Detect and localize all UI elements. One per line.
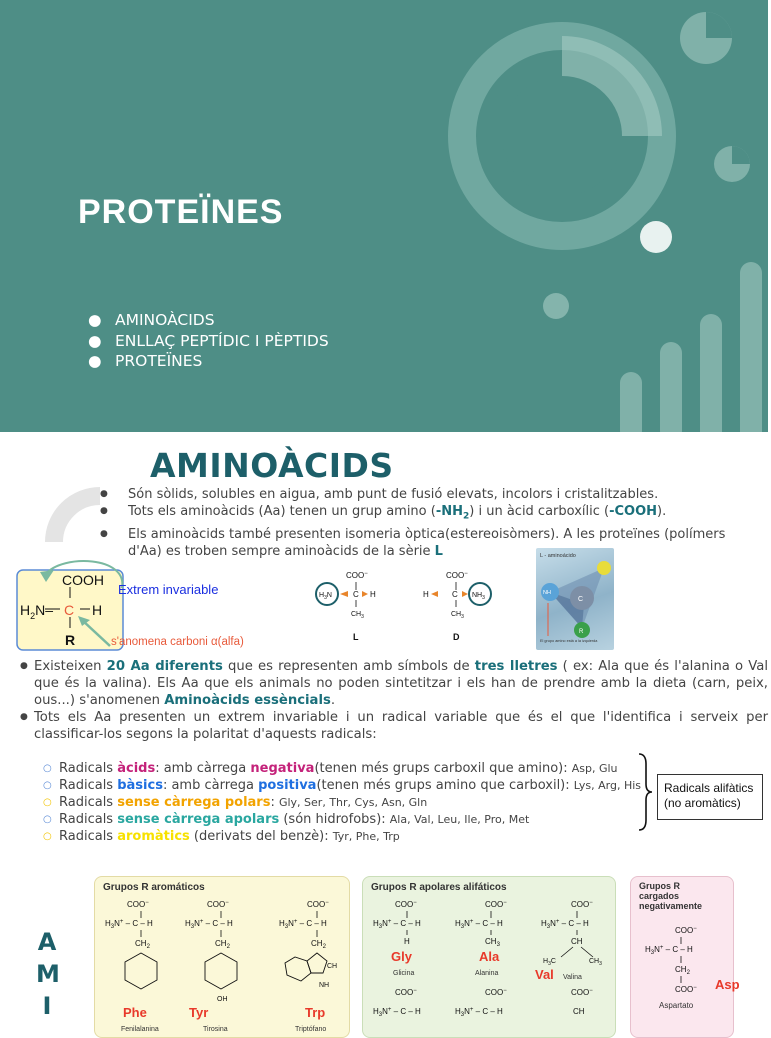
nh3-text: $NH_3$ bbox=[472, 592, 485, 601]
aminoacids-slide bbox=[0, 432, 769, 1033]
l-d-isomers-diagram bbox=[300, 560, 500, 660]
intro-bullets bbox=[100, 486, 740, 560]
l-aminoacid-3d-image bbox=[536, 548, 614, 650]
list-item: ● Tots els Aa presenten un extrem invariable i un radical variable que és el que l'identifica i serveix per classificar-los segons la polaritat d'aquests radicals: bbox=[20, 709, 768, 743]
svg-text:Tirosina: Tirosina bbox=[203, 1026, 228, 1033]
svg-text:cargados: cargados bbox=[639, 891, 680, 901]
hydrogen-label: H bbox=[92, 602, 103, 618]
svg-text:H3N+ – C – H: $H_3N^+$ – C – H bbox=[455, 1007, 503, 1018]
svg-text:COO−: COO− bbox=[485, 900, 507, 909]
svg-text:Aspartato: Aspartato bbox=[659, 1001, 694, 1010]
list-item: ● Són sòlids, solubles en aigua, amb punt de fusió elevats, incolors i cristalitzables. bbox=[100, 486, 740, 503]
d-label: D bbox=[453, 632, 460, 642]
vertical-title-fragment: A M I bbox=[36, 928, 60, 1020]
radical-item-basics: ○ Radicals bàsics: amb càrrega positiva(tenen més grups amino que carboxil): Lys, Arg, His bbox=[43, 777, 643, 794]
svg-text:H3N+ – C – H: $H_3N^+$ – C – H bbox=[373, 919, 421, 930]
svg-text:H3N+ – C – H: $H_3N^+$ – C – H bbox=[541, 919, 589, 930]
alpha-carbon-caption: s'anomena carboni α(alfa) bbox=[111, 636, 244, 648]
svg-text:COO−: COO− bbox=[571, 900, 593, 909]
aa-name: Gly bbox=[391, 949, 412, 964]
ch3-text: $CH_3$ bbox=[351, 611, 364, 620]
svg-text:H: H bbox=[404, 937, 410, 946]
c-text: C bbox=[578, 596, 584, 603]
svg-text:H3N+ – C – H: $H_3N^+$ – C – H bbox=[185, 919, 233, 930]
svg-text:COO−: COO− bbox=[127, 900, 149, 909]
list-item: ● PROTEÏNES bbox=[88, 352, 203, 370]
svg-text:H3C: $H_3C$ bbox=[543, 958, 556, 967]
extrem-invariable-label: Extrem invariable bbox=[118, 582, 219, 597]
svg-text:H3N+ – C – H: $H_3N^+$ – C – H bbox=[105, 919, 153, 930]
svg-text:COO−: COO− bbox=[571, 988, 593, 997]
coo-text: COO− bbox=[346, 571, 368, 580]
coo-text: COO− bbox=[446, 571, 468, 580]
aa-name: Trp bbox=[305, 1005, 326, 1020]
svg-text:Grupos R: Grupos R bbox=[639, 881, 681, 891]
list-item: ● Tots els aminoàcids (Aa) tenen un grup amino $(-NH_2)$ i un àcid carboxílic (-COOH). bbox=[100, 503, 740, 526]
svg-text:negativamente: negativamente bbox=[639, 901, 703, 911]
h3n-text: $H_3N$ bbox=[319, 592, 332, 601]
structure-figures bbox=[0, 560, 768, 660]
list-item: ● Existeixen 20 Aa diferents que es representen amb símbols de tres lletres ( ex: Ala que és l'alanina o Val que és la valina). Els Aa que els animals no poden sintetitzar i els han de prendre amb la dieta (carn, peix, ous...) s'anomenen Aminoàcids essèncials. bbox=[20, 658, 768, 709]
svg-text:COO−: COO− bbox=[395, 988, 417, 997]
l-isomer bbox=[316, 571, 376, 642]
list-item: ● AMINOÀCIDS bbox=[88, 311, 215, 329]
aa-name: Ala bbox=[479, 949, 500, 964]
svg-text:H3N+ – C – H: $H_3N^+$ – C – H bbox=[645, 945, 693, 956]
svg-text:NH: NH bbox=[319, 982, 330, 989]
svg-text:COO−: COO− bbox=[307, 900, 329, 909]
page-title: AMINOÀCIDS bbox=[150, 446, 394, 485]
alpha-carbon-label: C bbox=[64, 602, 75, 618]
aa-name: Tyr bbox=[189, 1005, 209, 1020]
svg-text:COO−: COO− bbox=[207, 900, 229, 909]
list-item: ● ENLLAÇ PEPTÍDIC I PÈPTIDS bbox=[88, 331, 329, 350]
svg-text:H3N+ – C – H: $H_3N^+$ – C – H bbox=[373, 1007, 421, 1018]
aa-name: Val bbox=[535, 967, 554, 982]
photo-label: L - aminoácido bbox=[540, 553, 576, 559]
svg-text:CH3: $CH_3$ bbox=[485, 937, 500, 948]
brace-icon bbox=[636, 752, 654, 832]
alifatics-note: Radicals alifàtics (no aromàtics) bbox=[657, 774, 763, 820]
aromatic-groups-panel: Grupos R aromáticos COO− $H_3N^+$ – C – H $CH_2$ COO− $H_3N^+$ – C – H $CH_2$ OH COO− $H_3N^+$ – C – H $CH_2$ CH NH Phe Tyr Trp Fenilalanina Tirosina Triptófano bbox=[94, 876, 350, 1038]
svg-text:CH2: $CH_2$ bbox=[675, 965, 690, 976]
l-label: L bbox=[353, 632, 359, 642]
svg-text:CH: CH bbox=[327, 963, 338, 970]
h-text: H bbox=[423, 590, 429, 599]
radical-item-aromatic: ○ Radicals aromàtics (derivats del benzè): Tyr, Phe, Trp bbox=[43, 828, 643, 845]
photo-caption: El grupo amino está a la izquierda bbox=[540, 639, 598, 643]
svg-text:Triptófano: Triptófano bbox=[295, 1026, 327, 1033]
svg-text:CH: CH bbox=[571, 937, 583, 946]
svg-text:COO−: COO− bbox=[395, 900, 417, 909]
c-text: C bbox=[353, 590, 359, 599]
radical-label: R bbox=[65, 632, 76, 648]
title-slide bbox=[0, 0, 768, 432]
svg-text:H3N+ – C – H: $H_3N^+$ – C – H bbox=[455, 919, 503, 930]
svg-text:H3N+ – C – H: $H_3N^+$ – C – H bbox=[279, 919, 327, 930]
svg-text:CH3: $CH_3$ bbox=[589, 958, 602, 967]
aa-name: Phe bbox=[123, 1005, 147, 1020]
cooh-label: COOH bbox=[62, 572, 104, 588]
radicals-list bbox=[43, 760, 643, 845]
svg-text:COO−: COO− bbox=[675, 985, 697, 994]
svg-text:CH: CH bbox=[573, 1007, 585, 1016]
svg-text:CH2: $CH_2$ bbox=[215, 939, 230, 950]
list-item: ● Els aminoàcids també presenten isomeria òptica(estereoisòmers). A les proteïnes (polímers d'Aa) es troben sempre aminoàcids de la sèrie L bbox=[100, 526, 740, 560]
svg-text:Valina: Valina bbox=[563, 974, 582, 981]
aa-name: Asp bbox=[715, 977, 740, 992]
topic-list bbox=[88, 310, 329, 372]
main-bullets bbox=[20, 658, 768, 743]
ch3-text: $CH_3$ bbox=[451, 611, 464, 620]
nh-text: NH bbox=[543, 590, 551, 596]
radical-item-acids: ○ Radicals àcids: amb càrrega negativa(tenen més grups carboxil que amino): Asp, Glu bbox=[43, 760, 643, 777]
radical-item-apolar: ○ Radicals sense càrrega apolars (són hidrofobs): Ala, Val, Leu, Ile, Pro, Met bbox=[43, 811, 643, 828]
svg-text:CH2: $CH_2$ bbox=[135, 939, 150, 950]
svg-text:Alanina: Alanina bbox=[475, 970, 499, 977]
h-text: H bbox=[370, 590, 376, 599]
svg-text:Glicina: Glicina bbox=[393, 970, 415, 977]
r-text: R bbox=[579, 629, 584, 635]
d-isomer bbox=[423, 571, 491, 642]
radical-item-polar: ○ Radicals sense càrrega polars: Gly, Ser, Thr, Cys, Asn, Gln bbox=[43, 794, 643, 811]
svg-text:OH: OH bbox=[217, 996, 228, 1003]
charged-groups-panel bbox=[630, 876, 740, 1038]
slide-title: PROTEÏNES bbox=[78, 193, 284, 231]
svg-text:Fenilalanina: Fenilalanina bbox=[121, 1026, 159, 1033]
svg-text:COO−: COO− bbox=[485, 988, 507, 997]
svg-text:COO−: COO− bbox=[675, 926, 697, 935]
apolar-groups-panel: Grupos R apolares alifáticos COO− $H_3N^+$ – C – H H COO− $H_3N^+$ – C – H $CH_3$ COO− $H_3N^+$ – C – H CH $H_3C$ $CH_3$ COO− $H_3N^+$ – C – H COO− $H_3N^+$ – C – H COO− CH Gly Ala Val Glicina Alanina Valina bbox=[362, 876, 616, 1038]
svg-text:CH2: $CH_2$ bbox=[311, 939, 326, 950]
amino-label: $H_2N-$ bbox=[20, 602, 54, 621]
c-text: C bbox=[452, 590, 458, 599]
